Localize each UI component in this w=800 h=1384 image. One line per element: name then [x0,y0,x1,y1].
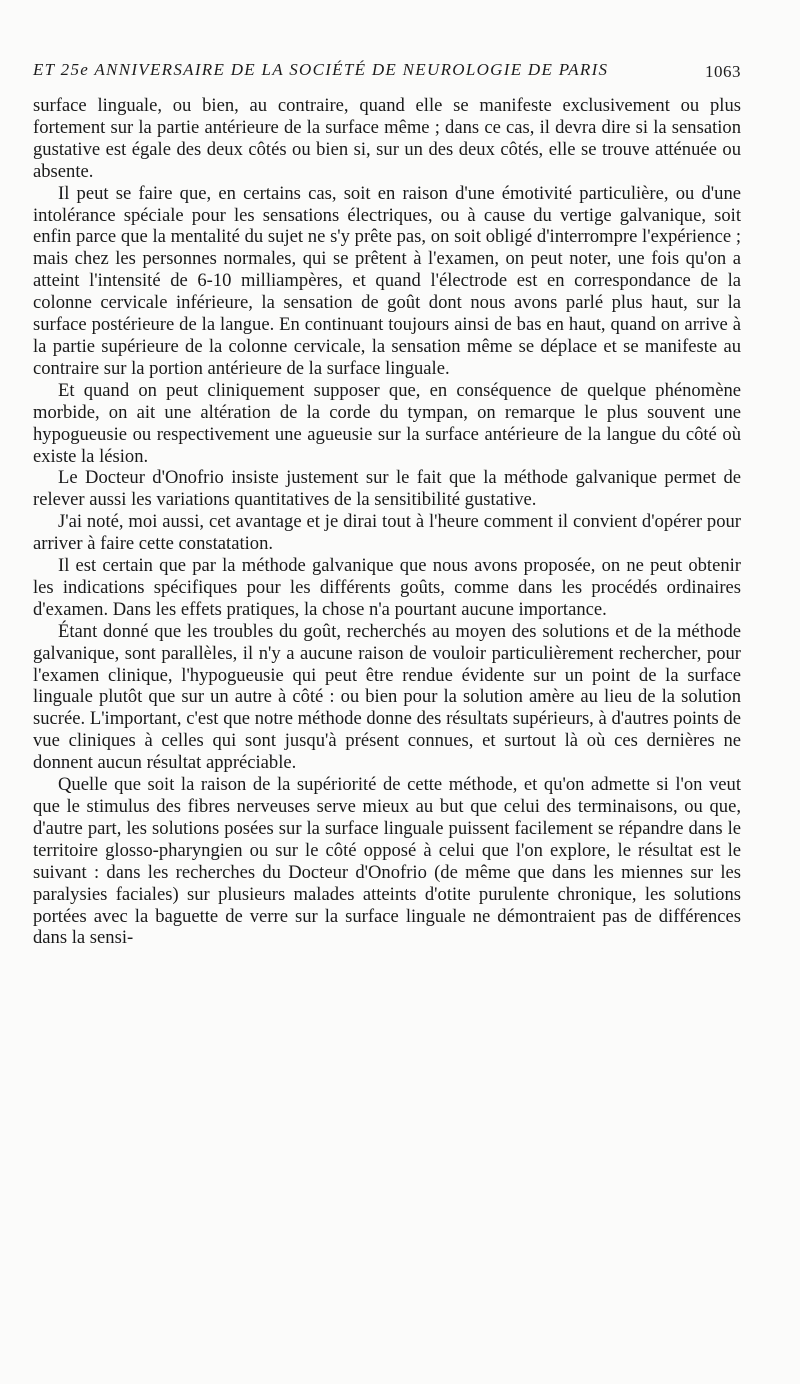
body-text [33,95,741,949]
paragraph-7: Étant donné que les troubles du goût, recherchés au moyen des solutions et de la méthode galvanique, sont parallèles, il n'y a aucune raison de vouloir particulièrement rechercher, pour l'examen clinique, l'hypogueusie qui peut être rendue évidente sur un point de la surface linguale plutôt que sur un autre à côté : ou bien pour la solution amère au lieu de la solution sucrée. L'important, c'est que notre méthode donne des résultats supérieurs, à d'autres points de vue cliniques à celles qui sont jusqu'à présent connues, et surtout là où ces dernières ne donnent aucun résultat appréciable. [33,620,741,774]
paragraph-3: Et quand on peut cliniquement supposer que, en conséquence de quelque phénomène morbide, on ait une altération de la corde du tympan, on remarque le plus souvent une hypogueusie ou respectivement une agueusie sur la surface antérieure de la langue du côté où existe la lésion. [33,379,741,467]
paragraph-6: Il est certain que par la méthode galvanique que nous avons proposée, on ne peut obtenir les indications spécifiques pour les différents goûts, comme dans les procédés ordinaires d'examen. Dans les effets pratiques, la chose n'a pourtant aucune importance. [33,555,741,620]
paragraph-2: Il peut se faire que, en certains cas, soit en raison d'une émotivité particulière, ou d'une intolérance spéciale pour les sensations électriques, ou à cause du vertige galvanique, soit enfin parce que la mentalité du sujet ne s'y prête pas, on soit obligé d'interrompre l'expérience ; mais chez les personnes normales, qui se prêtent à l'examen, on peut noter, une fois qu'on a atteint l'intensité de 6-10 milliampères, et quand l'électrode est en correspondance de la colonne cervicale inférieure, la sensation de goût dont nous avons parlé plus haut, sur la surface postérieure de la langue. En continuant toujours ainsi de bas en haut, quand on arrive à la partie supérieure de la colonne cervicale, la sensation même se déplace et se manifeste au contraire sur la portion antérieure de la surface linguale. [33,182,741,379]
paragraph-5: J'ai noté, moi aussi, cet avantage et je dirai tout à l'heure comment il convient d'opérer pour arriver à faire cette constatation. [33,511,741,555]
paragraph-4: Le Docteur d'Onofrio insiste justement sur le fait que la méthode galvanique permet de relever aussi les variations quantitatives de la sensitibilité gustative. [33,467,741,511]
paragraph-1: surface linguale, ou bien, au contraire, quand elle se manifeste exclusivement ou plus fortement sur la partie antérieure de la surface même ; dans ce cas, il devra dire si la sensation gustative est égale des deux côtés ou bien si, sur un des deux côtés, elle se trouve atténuée ou absente. [33,95,741,182]
page-number: 1063 [705,62,741,81]
running-header [33,60,741,88]
header-title: ET 25e ANNIVERSAIRE DE LA SOCIÉTÉ DE NEUROLOGIE DE PARIS [33,60,609,79]
paragraph-8: Quelle que soit la raison de la supériorité de cette méthode, et qu'on admette si l'on veut que le stimulus des fibres nerveuses serve mieux au but que celui des terminaisons, ou que, d'autre part, les solutions posées sur la surface linguale puissent facilement se répandre dans le territoire glosso-pharyngien ou sur le côté opposé à celui que l'on explore, le résultat est le suivant : dans les recherches du Docteur d'Onofrio (de même que dans les miennes sur les paralysies faciales) sur plusieurs malades atteints d'otite purulente chronique, les solutions portées avec la baguette de verre sur la surface linguale ne démontraient pas de différences dans la sensi- [33,774,741,949]
